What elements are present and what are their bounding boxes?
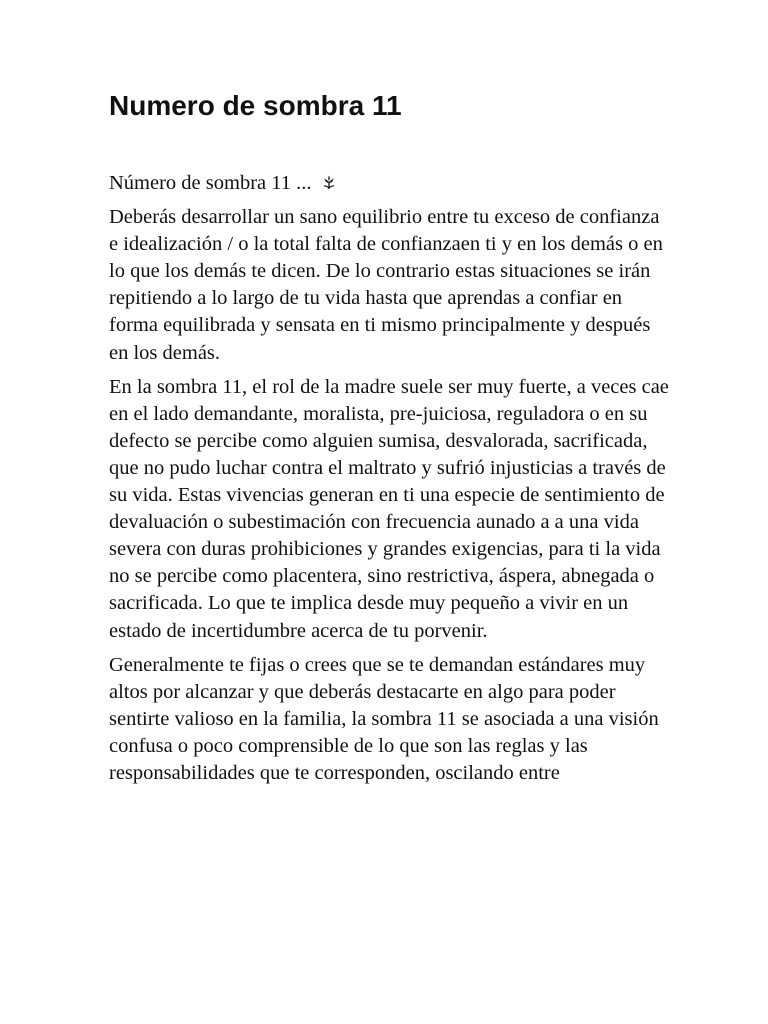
paragraph-1: Deberás desarrollar un sano equilibrio entre tu exceso de confianza e idealización / o la total falta de confianzaen ti y en los demás o en lo que los demás te dicen. De lo contrario estas situaciones se irán repitiendo a lo largo de tu vida hasta que aprendas a confiar en forma equilibrada y sensata en ti mismo principalmente y después en los demás. xyxy=(109,206,663,364)
paragraph-2: En la sombra 11, el rol de la madre suele ser muy fuerte, a veces cae en el lado demandante, moralista, pre-juiciosa, reguladora o en su defecto se percibe como alguien sumisa, desvalorada, sacrificada, que no pudo luchar contra el maltrato y sufrió injusticias a través de su vida. Estas vivencias generan en ti una especie de sentimiento de devaluación o subestimación con frecuencia aunado a a una vida severa con duras prohibiciones y grandes exigencias, para ti la vida no se percibe como placentera, sino restrictiva, áspera, abnegada o sacrificada. Lo que te implica desde muy pequeño a vivir en un estado de incertidumbre acerca de tu porvenir. xyxy=(109,375,669,642)
paragraph-3: Generalmente te fijas o crees que se te demandan estándares muy altos por alcanzar y que deberás destacarte en algo para poder sentirte valioso en la familia, la sombra 11 se asociada a una visión confusa o poco comprensible de lo que son las reglas y las responsabilidades que te corresponden, oscilando entre xyxy=(109,653,659,784)
document-body xyxy=(109,170,669,794)
subtitle-line xyxy=(109,170,669,197)
tulip-icon xyxy=(321,171,337,187)
subtitle-text: Número de sombra 11 ... xyxy=(109,172,312,194)
document-title: Numero de sombra 11 xyxy=(109,90,402,121)
